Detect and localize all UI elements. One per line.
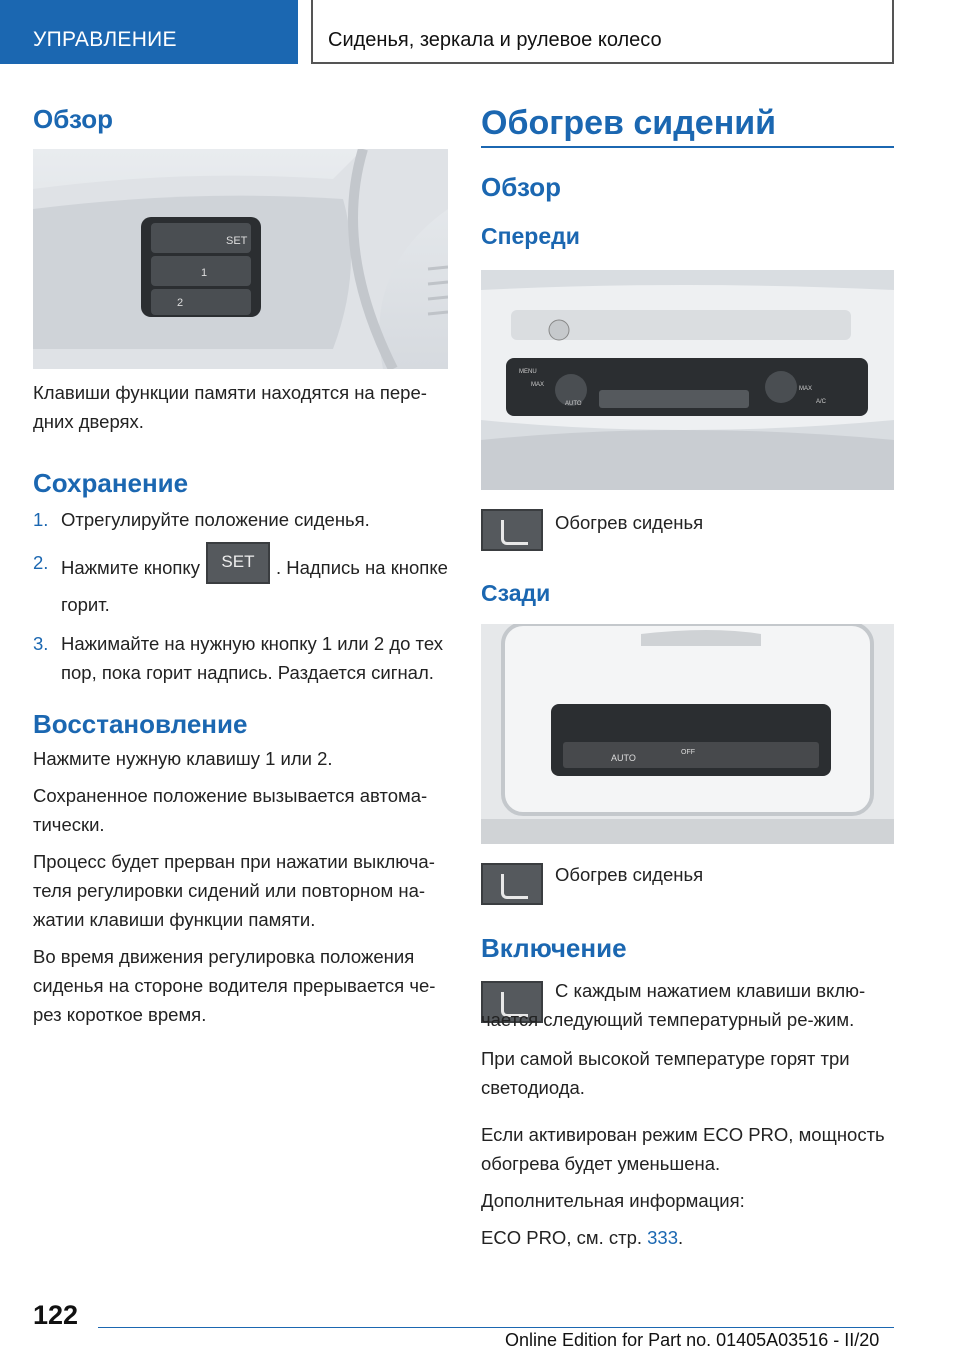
on-heading: Включение: [481, 933, 627, 963]
front-icon-label: Обогрев сиденья: [555, 512, 704, 533]
edition-note: Online Edition for Part no. 01405A03516 - II/20: [505, 1330, 880, 1350]
seat-heating-heading: Обогрев сидений: [481, 104, 777, 142]
front-climate-photo: [481, 270, 894, 490]
step-text: Нажимайте на нужную кнопку 1 или 2 до тех пор, пока горит надпись. Раздается сигнал.: [61, 633, 443, 683]
on-description: С каждым нажатием клавиши вклю-чается следующий температурный ре-жим.: [481, 980, 866, 1030]
left-text-block: [33, 378, 448, 1029]
front-label-ac: A/C: [816, 399, 827, 405]
overview-heading: Обзор: [33, 104, 113, 134]
front-label-max: MAX: [531, 382, 545, 388]
footer-rule: [98, 1327, 894, 1328]
right-column: [481, 104, 894, 143]
front-heading: Спереди: [481, 223, 580, 249]
on-text-block: [481, 976, 894, 1252]
front-label-auto: AUTO: [565, 401, 582, 407]
restore-para: Процесс будет прерван при нажатии выключа-теля регулировки сидений или повторном на-жатии клавиши функции памяти.: [33, 851, 435, 930]
page-number: 122: [33, 1300, 79, 1330]
rear-label-auto: AUTO: [611, 753, 636, 763]
step-number: 3.: [33, 633, 49, 654]
restore-para: Сохраненное положение вызывается автома-тически.: [33, 785, 428, 835]
overview-heading-right: Обзор: [481, 172, 561, 202]
eco-pro-para: Если активирован режим ECO PRO, мощность обогрева будет уменьшена.: [481, 1124, 885, 1174]
page-link[interactable]: 333: [647, 1227, 679, 1248]
step-text: . Надпись на кнопке горит.: [61, 556, 448, 615]
rear-label-off: OFF: [681, 749, 695, 756]
door-memory-illustration: [33, 149, 448, 369]
chapter-header: [311, 0, 894, 64]
rear-heading-block: [481, 580, 550, 607]
left-column: [33, 104, 448, 135]
front-panel-illustration: [481, 270, 894, 490]
step-number: 2.: [33, 552, 49, 573]
front-label-max-right: MAX: [799, 386, 813, 392]
photo-label-set: SET: [226, 235, 248, 247]
seat-heating-icon: [481, 509, 543, 551]
restore-para: Нажмите нужную клавишу 1 или 2.: [33, 748, 333, 769]
step-text: Нажмите кнопку: [61, 556, 200, 578]
front-label-menu: MENU: [519, 369, 537, 375]
door-memory-photo: [33, 149, 448, 369]
rear-icon-label: Обогрев сиденья: [555, 864, 704, 885]
right-overview-block: [481, 172, 894, 250]
chapter-label: Сиденья, зеркала и рулевое колесо: [328, 29, 662, 51]
restore-para: Во время движения регулировка положения сиденья на стороне водителя прерывается че-рез короткое время.: [33, 946, 436, 1025]
rear-climate-photo: [481, 624, 894, 844]
restore-heading: Восстановление: [33, 709, 248, 739]
leds-para: При самой высокой температуре горят три светодиода.: [481, 1048, 850, 1098]
photo-label-1: 1: [201, 267, 208, 279]
ref-punct: .: [678, 1227, 684, 1248]
rear-panel-illustration: [481, 624, 894, 844]
step-text: Отрегулируйте положение сиденья.: [61, 509, 370, 530]
set-button-icon: SET: [206, 542, 270, 584]
step-1: [33, 505, 448, 534]
heading-rule: [481, 146, 894, 148]
section-label: УПРАВЛЕНИЕ: [33, 28, 177, 51]
rear-heading: Сзади: [481, 580, 551, 606]
eco-pro-ref: [481, 1223, 894, 1252]
section-tab: [0, 0, 298, 64]
ref-text: ECO PRO, см. стр.: [481, 1227, 642, 1248]
seat-heating-icon: [481, 863, 543, 905]
photo-label-2: 2: [177, 297, 184, 309]
on-heading-block: [481, 933, 627, 964]
save-heading: Сохранение: [33, 468, 189, 498]
step-2: [33, 548, 448, 619]
save-steps: [33, 505, 448, 687]
more-info-para: Дополнительная информация:: [481, 1190, 745, 1211]
photo-caption: Клавиши функции памяти находятся на пере-дних дверях.: [33, 382, 427, 432]
step-number: 1.: [33, 509, 49, 530]
step-3: [33, 629, 448, 687]
